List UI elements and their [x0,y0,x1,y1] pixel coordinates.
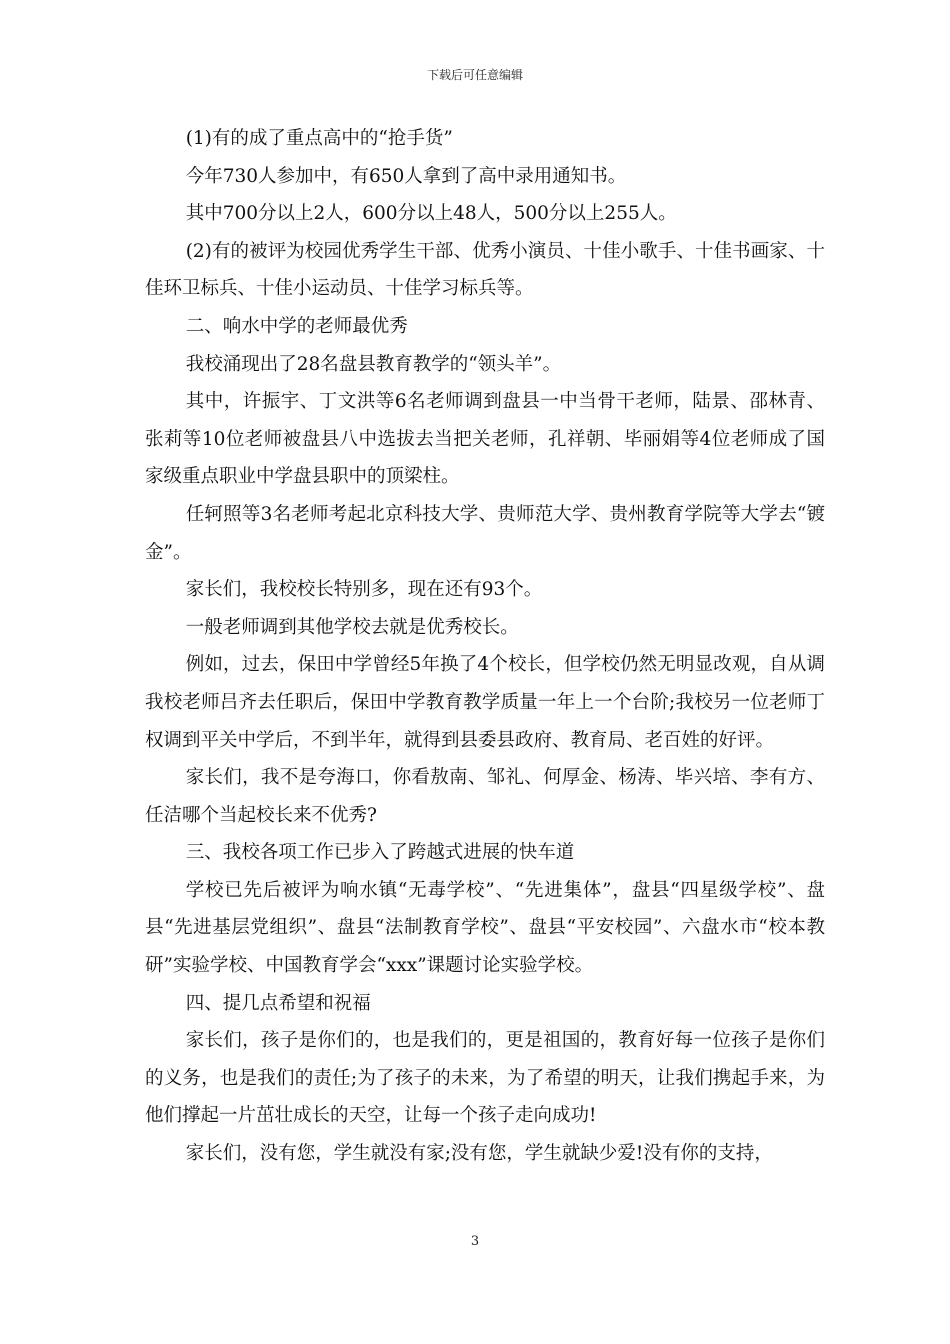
paragraph: 任轲照等3名老师考起北京科技大学、贵师范大学、贵州教育学院等大学去“镀金”。 [145,503,825,563]
paragraph: (2)有的被评为校园优秀学生干部、优秀小演员、十佳小歌手、十佳书画家、十佳环卫标兵、十佳小运动员、十佳学习标兵等。 [145,240,825,300]
paragraph: 一般老师调到其他学校去就是优秀校长。 [185,616,519,638]
paragraph: 家长们，我校校长特别多，现在还有93个。 [185,579,543,601]
section-heading: 三、我校各项工作已步入了跨越式进展的快车道 [185,842,575,864]
paragraph: 家长们，孩子是你们的，也是我们的，更是祖国的，教育好每一位孩子是你们的义务，也是我们的责任;为了孩子的未来，为了希望的明天，让我们携起手来，为他们撑起一片茁壮成长的天空，让每一个孩子走向成功! [145,1030,825,1127]
section-heading: 二、响水中学的老师最优秀 [185,315,408,337]
paragraph: 学校已先后被评为响水镇“无毒学校”、“先进集体”，盘县“四星级学校”、盘县“先进基层党组织”、盘县“法制教育学校”、盘县“平安校园”、六盘水市“校本教研”实验学校、中国教育学会“xxx”课题讨论实验学校。 [145,879,825,977]
section-heading: 四、提几点希望和祝福 [185,992,371,1014]
paragraph: (1)有的成了重点高中的“抢手货” [185,128,453,149]
document-body [145,120,825,1173]
paragraph: 例如，过去，保田中学曾经5年换了4个校长，但学校仍然无明显改观，自从调我校老师吕齐去任职后，保田中学教育教学质量一年上一个台阶;我校另一位老师丁权调到平关中学后，不到半年，就得到县委县政府、教育局、老百姓的好评。 [145,654,825,751]
page-number: 3 [470,1234,480,1249]
paragraph: 其中700分以上2人，600分以上48人，500分以上255人。 [185,203,677,225]
paragraph: 我校涌现出了28名盘县教育教学的“领头羊”。 [185,353,562,375]
paragraph: 今年730人参加中，有650人拿到了高中录用通知书。 [185,165,627,187]
page-header: 下载后可任意编辑 [426,68,523,82]
paragraph: 其中，许振宇、丁文洪等6名老师调到盘县一中当骨干老师，陆景、邵林青、张莉等10位老师被盘县八中选拔去当把关老师，孔祥朝、毕丽娟等4位老师成了国家级重点职业中学盘县职中的顶梁柱。 [145,391,825,488]
paragraph: 家长们，我不是夸海口，你看敖南、邹礼、何厚金、杨涛、毕兴培、李有方、任洁哪个当起校长来不优秀? [145,767,825,826]
paragraph: 家长们，没有您，学生就没有家;没有您，学生就缺少爱!没有你的支持， [185,1143,773,1165]
